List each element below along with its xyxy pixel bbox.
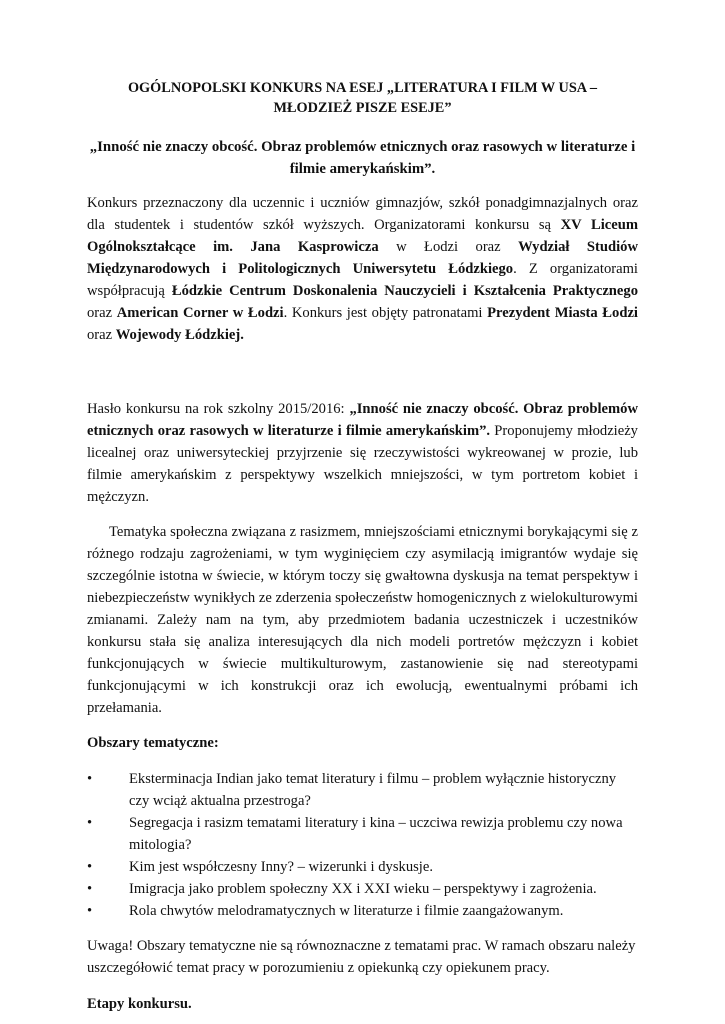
bullet-icon: • <box>87 771 93 787</box>
intro-text-6: oraz <box>87 327 116 343</box>
thematic-areas-heading: Obszary tematyczne: <box>87 735 219 751</box>
bullet-icon: • <box>87 815 93 831</box>
list-item <box>87 812 638 856</box>
motto-text-2: Proponujemy młodzieży licealnej oraz uniwersyteckiej przyjrzenie się rzeczywistości wykreowanej w prozie, lub filmie amerykańskim z perspektywy wszelkich mniejszości, w tym portretom kobiet i mężczyzn. <box>87 423 638 505</box>
thematic-areas-list <box>87 768 638 922</box>
list-item-text: Segregacja i rasizm tematami literatury i kina – uczciwa rewizja problemu czy nowa mitologia? <box>129 815 623 853</box>
list-item <box>87 768 638 812</box>
motto-bold: „Inność nie znaczy obcość. Obraz problemów etnicznych oraz rasowych w literaturze i filmie amerykańskim”. <box>87 401 638 439</box>
motto-text-1: Hasło konkursu na rok szkolny 2015/2016: <box>87 401 350 417</box>
intro-text-4: oraz <box>87 305 117 321</box>
intro-text-2: w Łodzi oraz <box>378 239 519 255</box>
list-item-text: Rola chwytów melodramatycznych w literaturze i filmie zaangażowanym. <box>129 903 564 919</box>
list-item <box>87 878 638 900</box>
document-header <box>87 78 638 180</box>
contest-stages-heading: Etapy konkursu. <box>87 996 192 1012</box>
list-item <box>87 900 638 922</box>
document-title-line-2: MŁODZIEŻ PISZE ESEJE” <box>273 100 452 116</box>
bullet-icon: • <box>87 859 93 875</box>
intro-text-1: Konkurs przeznaczony dla uczennic i uczniów gimnazjów, szkół ponadgimnazjalnych oraz dla studentek i studentów szkół wyższych. Organizatorami konkursu są <box>87 195 638 233</box>
intro-paragraph <box>87 192 638 346</box>
bullet-icon: • <box>87 881 93 897</box>
organizer-faculty: Wydział Studiów Międzynarodowych i Politologicznych Uniwersytetu Łódzkiego <box>87 239 638 277</box>
organizer-school: XV Liceum Ogólnokształcące im. Jana Kasprowicza <box>87 217 638 255</box>
patron-voivode: Wojewody Łódzkiej. <box>115 327 244 343</box>
document-title-line-1: OGÓLNOPOLSKI KONKURS NA ESEJ „LITERATURA I FILM W USA – <box>127 80 598 96</box>
contest-motto-subtitle: „Inność nie znaczy obcość. Obraz problemów etnicznych oraz rasowych w literaturze i filmie amerykańskim”. <box>89 139 636 177</box>
partner-american-corner: American Corner w Łodzi <box>116 305 284 321</box>
intro-text-3: . Z organizatorami współpracują <box>87 261 638 299</box>
list-item-text: Kim jest współczesny Inny? – wizerunki i dyskusje. <box>129 859 433 875</box>
note-paragraph: Uwaga! Obszary tematyczne nie są równoznaczne z tematami prac. W ramach obszaru należy uszczegółowić temat pracy w porozumieniu z opiekunką czy opiekunem pracy. <box>87 938 636 976</box>
topic-paragraph: Tematyka społeczna związana z rasizmem, mniejszościami etnicznymi borykającymi się z różnego rodzaju zagrożeniami, w tym wyginięciem czy asymilacją imigrantów wydaje się szczególnie istotna w świecie, w którym toczy się gwałtowna dyskusja na temat perspektyw i niebezpieczeństw wynikłych ze zderzenia społeczeństw homogenicznych z wielokulturowymi zmianami. Zależy nam na tym, aby przedmiotem badania uczestniczek i uczestników konkursu stała się analiza interesujących dla nich modeli portretów mężczyzn i kobiet funkcjonujących w świecie multikulturowym, zastanowienie się nad stereotypami funkcjonującymi w ich konstrukcji oraz ich ewolucją, ewentualnymi próbami ich przełamania. <box>87 524 638 716</box>
patron-mayor: Prezydent Miasta Łodzi <box>487 305 638 321</box>
intro-text-5: . Konkurs jest objęty patronatami <box>283 305 488 321</box>
list-item-text: Eksterminacja Indian jako temat literatury i filmu – problem wyłącznie historyczny czy wciąż aktualna przestroga? <box>129 771 617 809</box>
motto-paragraph <box>87 398 638 508</box>
list-item <box>87 856 638 878</box>
bullet-icon: • <box>87 903 93 919</box>
partner-ldn: Łódzkie Centrum Doskonalenia Nauczycieli i Kształcenia Praktycznego <box>171 283 638 299</box>
list-item-text: Imigracja jako problem społeczny XX i XXI wieku – perspektywy i zagrożenia. <box>129 881 597 897</box>
